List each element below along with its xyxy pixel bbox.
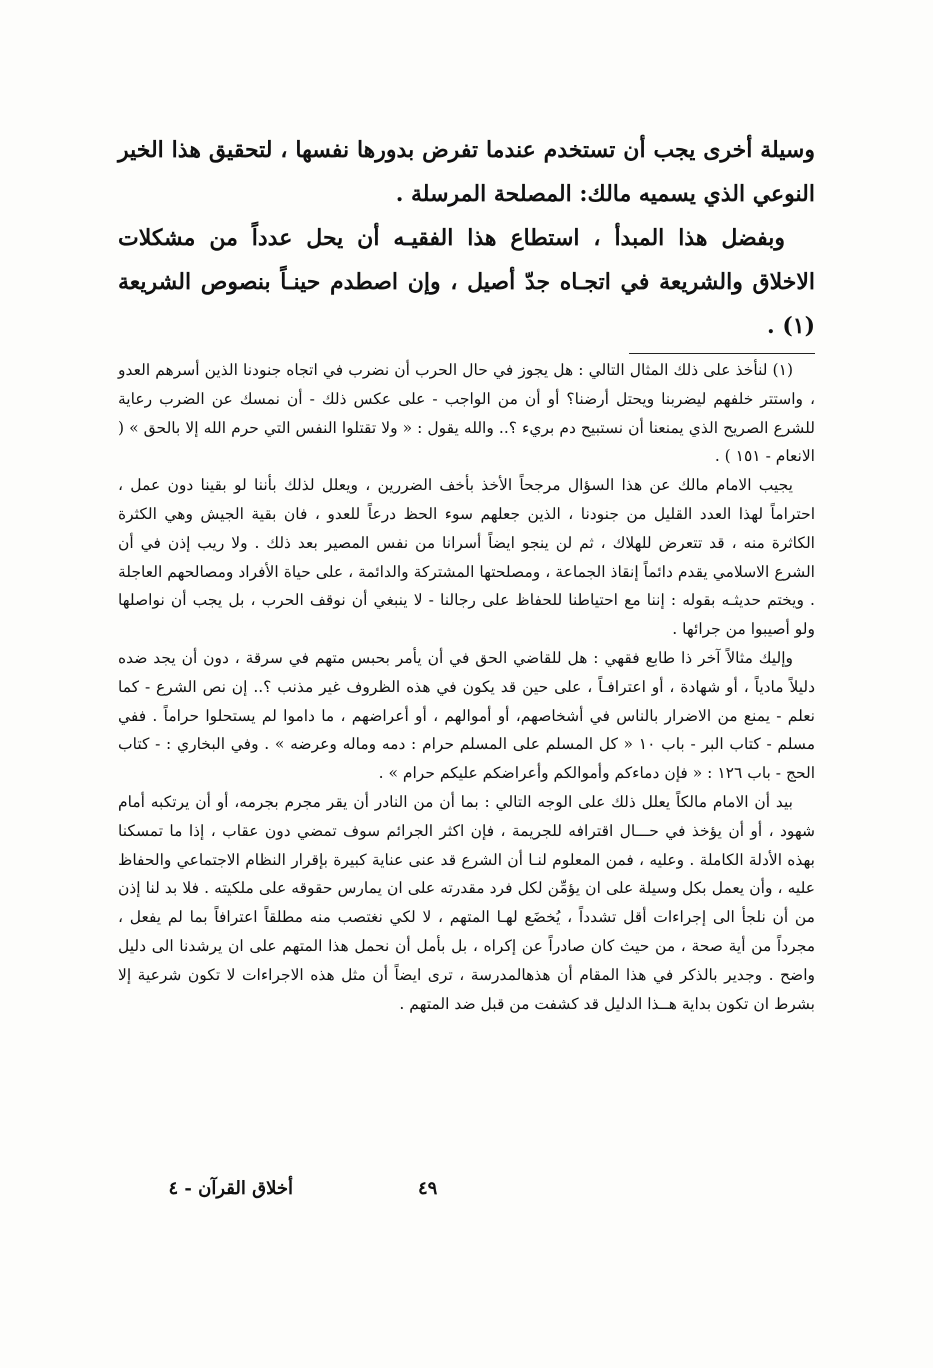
page-footer [0, 1178, 933, 1208]
main-text [118, 128, 815, 348]
running-footer-title: أخلاق القرآن - ٤ [168, 1178, 293, 1199]
footnote-paragraph-4: بيد أن الامام مالكاً يعلل ذلك على الوجه التالي : بما أن من النادر أن يقر مجرم بجرمه، أو أن يرتكبه أمام شهود ، أو أن يؤخذ في حـــال اقترافه للجريمة ، فإن اكثر الجرائم سوف تمضي دون عقاب ، إذا ما تمسكنا بهذه الأدلة الكاملة . وعليه ، فمن المعلوم لنـا أن الشرع قد عنى عناية كبيرة بإقرار النظام الاجتماعي والحفاظ عليه ، وأن يعمل بكل وسيلة على ان يؤمِّن لكل فرد مقدرته على ان يمارس حقوقه على ملكيته . فلا بد لنا إذن من أن نلجأ الى إجراءات أقل تشدداً ، يُخضَع لهـا المتهم ، لا لكي نغتصب منه مطلقاً اعترافاً بما لم يفعل ، مجرداً من أية صحة ، من حيث كان صادراً عن إكراه ، بل بأمل أن نحمل هذا المتهم على ان يرشدنا الى دليل واضح . وجدير بالذكر في هذا المقام أن هذهالمدرسة ، ترى ايضاً أن مثل هذه الاجراءات لا تكون شرعية إلا بشرط ان تكون بداية هــذا الدليل قد كشفت من قبل ضد المتهم . [118, 792, 815, 1013]
footnote-separator [629, 353, 815, 354]
footnote-paragraph-3: وإليك مثالاً آخر ذا طابع فقهي : هل للقاضي الحق في أن يأمر بحبس متهم في سرقة ، دون أن يجد ضده دليلاً مادياً ، أو شهادة ، أو اعترافـاً ، على حين قد يكون في هذه الظروف غير مذنب ؟.. إن نص الشرع - كما نعلم - يمنع من الاضرار بالناس في أشخاصهم، أو أموالهم ، أو أعراضهم ، ما داموا لم يستحلوا حراماً . ففي مسلم - كتاب البر - باب ١٠ « كل المسلم على المسلم حرام : دمه وماله وعرضه » . وفي البخاري : - كتاب الحج - باب ١٢٦ : « فإن دماءكم وأموالكم وأعراضكم عليكم حرام » . [118, 648, 815, 783]
footnote-1: (١) لنأخذ على ذلك المثال التالي : هل يجوز في حال الحرب أن نضرب في اتجاه جنودنا الذين أسرهم العدو ، واستتر خلفهم ليضربنا ويحتل أرضنا؟ أو أن من الواجب - على عكس ذلك - أن نمسك عن الضرب رعاية للشرع الصريح الذي يمنعنا أن نستبيح دم بريء ؟.. والله يقول : « ولا تقتلوا النفس التي حرم الله إلا بالحق » ( الانعام - ١٥١ ) . [118, 361, 815, 466]
footnote-paragraph-2: يجيب الامام مالك عن هذا السؤال مرجحاً الأخذ بأخف الضررين ، ويعلل لذلك بأننا لو بقينا دون عمل ، احتراماً لهذا العدد القليل من جنودنا ، الذين جعلهم سوء الحظ درعاً للعدو ، فان بقية الجيش وهي الكثرة الكاثرة منه ، قد تتعرض للهلاك ، ثم لن ينجو ايضاً أسرانا من نفس المصير بعد ذلك . ولا ريب إذن في أن الشرع الاسلامي يقدم دائماً إنقاذ الجماعة ، ومصلحتها المشتركة والدائمة ، على حياة الأفراد ومصالحهم العاجلة . ويختم حديثـه بقوله : إننا مع احتياطنا للحفاظ على رجالنا - لا ينبغي أن نوقف الحرب ، بل يجب أن نواصلها ولو أصيبوا من جرائها . [118, 476, 815, 639]
page-number: ٤٩ [418, 1178, 438, 1199]
main-paragraph-2: وبفضل هذا المبدأ ، استطاع هذا الفقيـه أن يحل عدداً من مشكلات الاخلاق والشريعة في اتجـاه جدّ أصيل ، وإن اصطدم حينـاً بنصوص الشريعة (١) . [118, 225, 815, 339]
main-paragraph-1: وسيلة أخرى يجب أن تستخدم عندما تفرض بدورها نفسها ، لتحقيق هذا الخير النوعي الذي يسميه مالك: المصلحة المرسلة . [118, 137, 815, 207]
footnotes [118, 356, 815, 1018]
